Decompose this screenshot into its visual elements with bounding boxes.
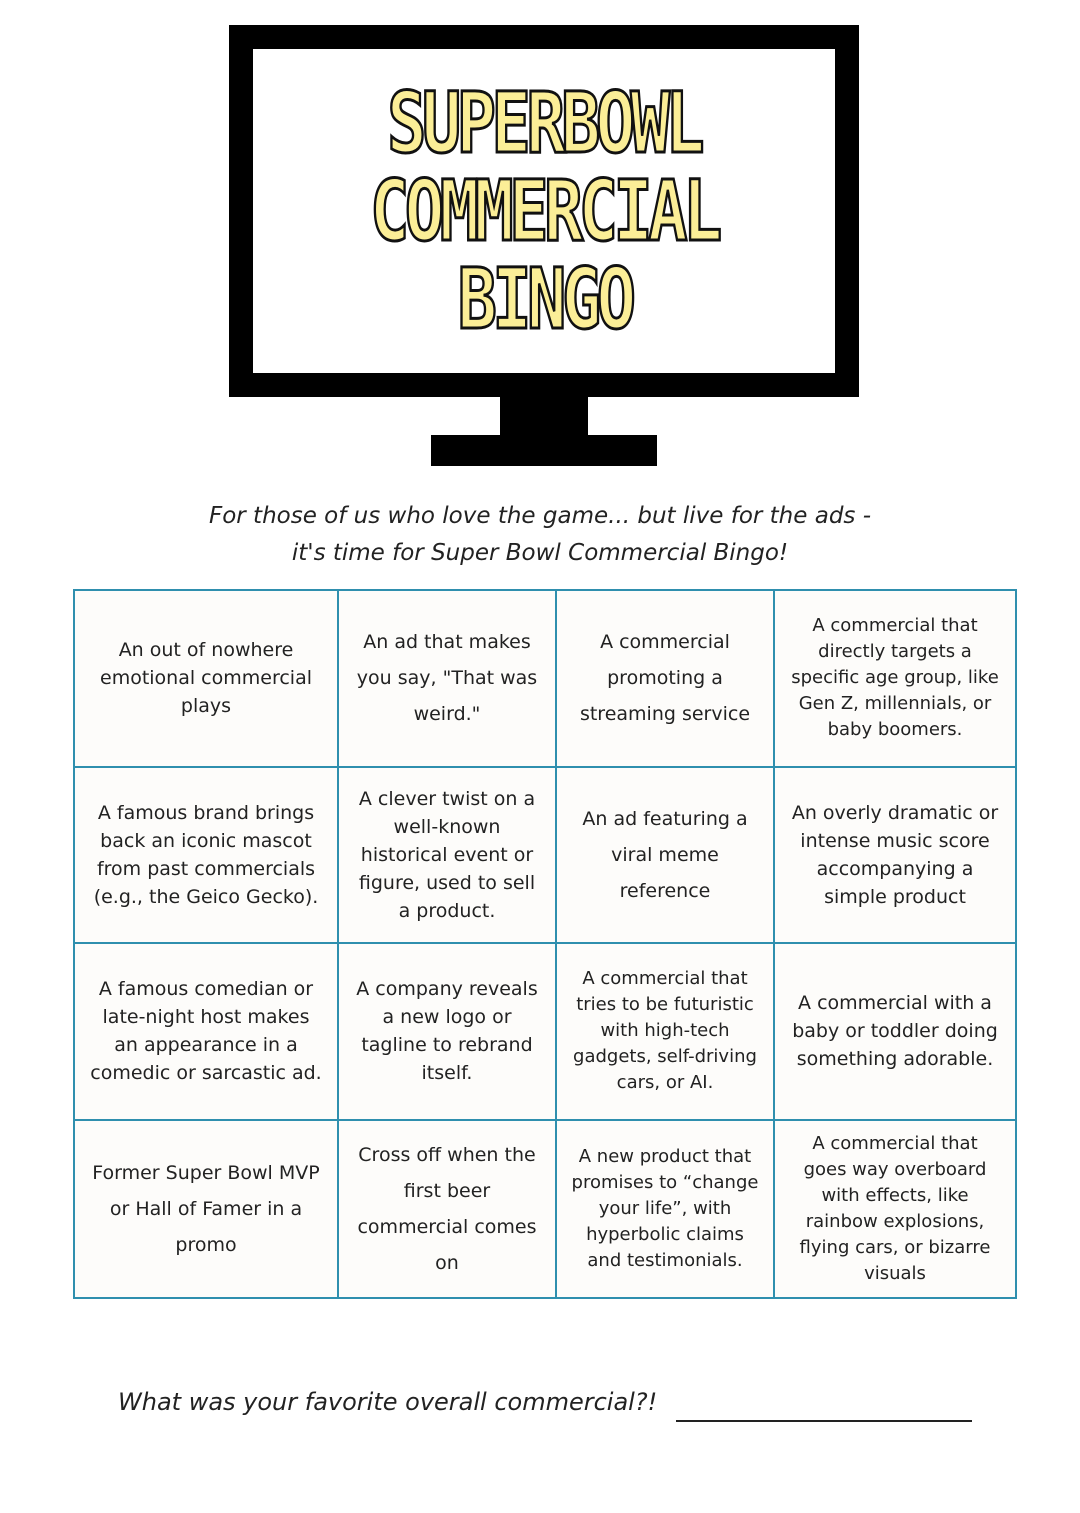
subtitle — [120, 498, 960, 572]
bingo-cell-r4-c3[interactable]: A new product that promises to “change your life”, with hyperbolic claims and testimonials. — [557, 1121, 775, 1298]
bingo-cell-r3-c4[interactable]: A commercial with a baby or toddler doing something adorable. — [775, 944, 1015, 1121]
favorite-commercial-question: What was your favorite overall commercial?! — [118, 1388, 658, 1416]
page-title — [253, 49, 835, 373]
tv-stand-neck — [500, 397, 588, 435]
bingo-cell-r1-c3[interactable]: A commercial promoting a streaming service — [557, 591, 775, 768]
bingo-cell-r2-c3[interactable]: An ad featuring a viral meme reference — [557, 768, 775, 945]
tv-stand-base — [431, 435, 657, 466]
bingo-cell-r4-c1[interactable]: Former Super Bowl MVP or Hall of Famer in a promo — [75, 1121, 339, 1298]
subtitle-line-1: For those of us who love the game... but live for the ads - — [208, 503, 872, 529]
bingo-cell-r2-c4[interactable]: An overly dramatic or intense music score accompanying a simple product — [775, 768, 1015, 945]
bingo-cell-r1-c2[interactable]: An ad that makes you say, "That was weird." — [339, 591, 557, 768]
bingo-cell-r4-c2[interactable]: Cross off when the first beer commercial comes on — [339, 1121, 557, 1298]
bingo-cell-r3-c2[interactable]: A company reveals a new logo or tagline to rebrand itself. — [339, 944, 557, 1121]
bingo-cell-r1-c1[interactable]: An out of nowhere emotional commercial plays — [75, 591, 339, 768]
title-line-3: BINGO — [457, 250, 631, 348]
answer-blank-line[interactable] — [676, 1420, 972, 1422]
bingo-cell-r2-c1[interactable]: A famous brand brings back an iconic mascot from past commercials (e.g., the Geico Gecko). — [75, 768, 339, 945]
bingo-cell-r1-c4[interactable]: A commercial that directly targets a specific age group, like Gen Z, millennials, or baby boomers. — [775, 591, 1015, 768]
bingo-cell-r4-c4[interactable]: A commercial that goes way overboard with effects, like rainbow explosions, flying cars, or bizarre visuals — [775, 1121, 1015, 1298]
tv-monitor-icon — [229, 25, 859, 397]
bingo-cell-r3-c1[interactable]: A famous comedian or late-night host makes an appearance in a comedic or sarcastic ad. — [75, 944, 339, 1121]
title-line-1: SUPERBOWL — [387, 74, 701, 172]
subtitle-line-2: it's time for Super Bowl Commercial Bingo! — [291, 540, 789, 566]
bingo-cell-r2-c2[interactable]: A clever twist on a well-known historical event or figure, used to sell a product. — [339, 768, 557, 945]
title-line-2: COMMERCIAL — [370, 162, 718, 260]
bingo-card — [73, 589, 1017, 1299]
bingo-cell-r3-c3[interactable]: A commercial that tries to be futuristic with high-tech gadgets, self-driving cars, or AI. — [557, 944, 775, 1121]
